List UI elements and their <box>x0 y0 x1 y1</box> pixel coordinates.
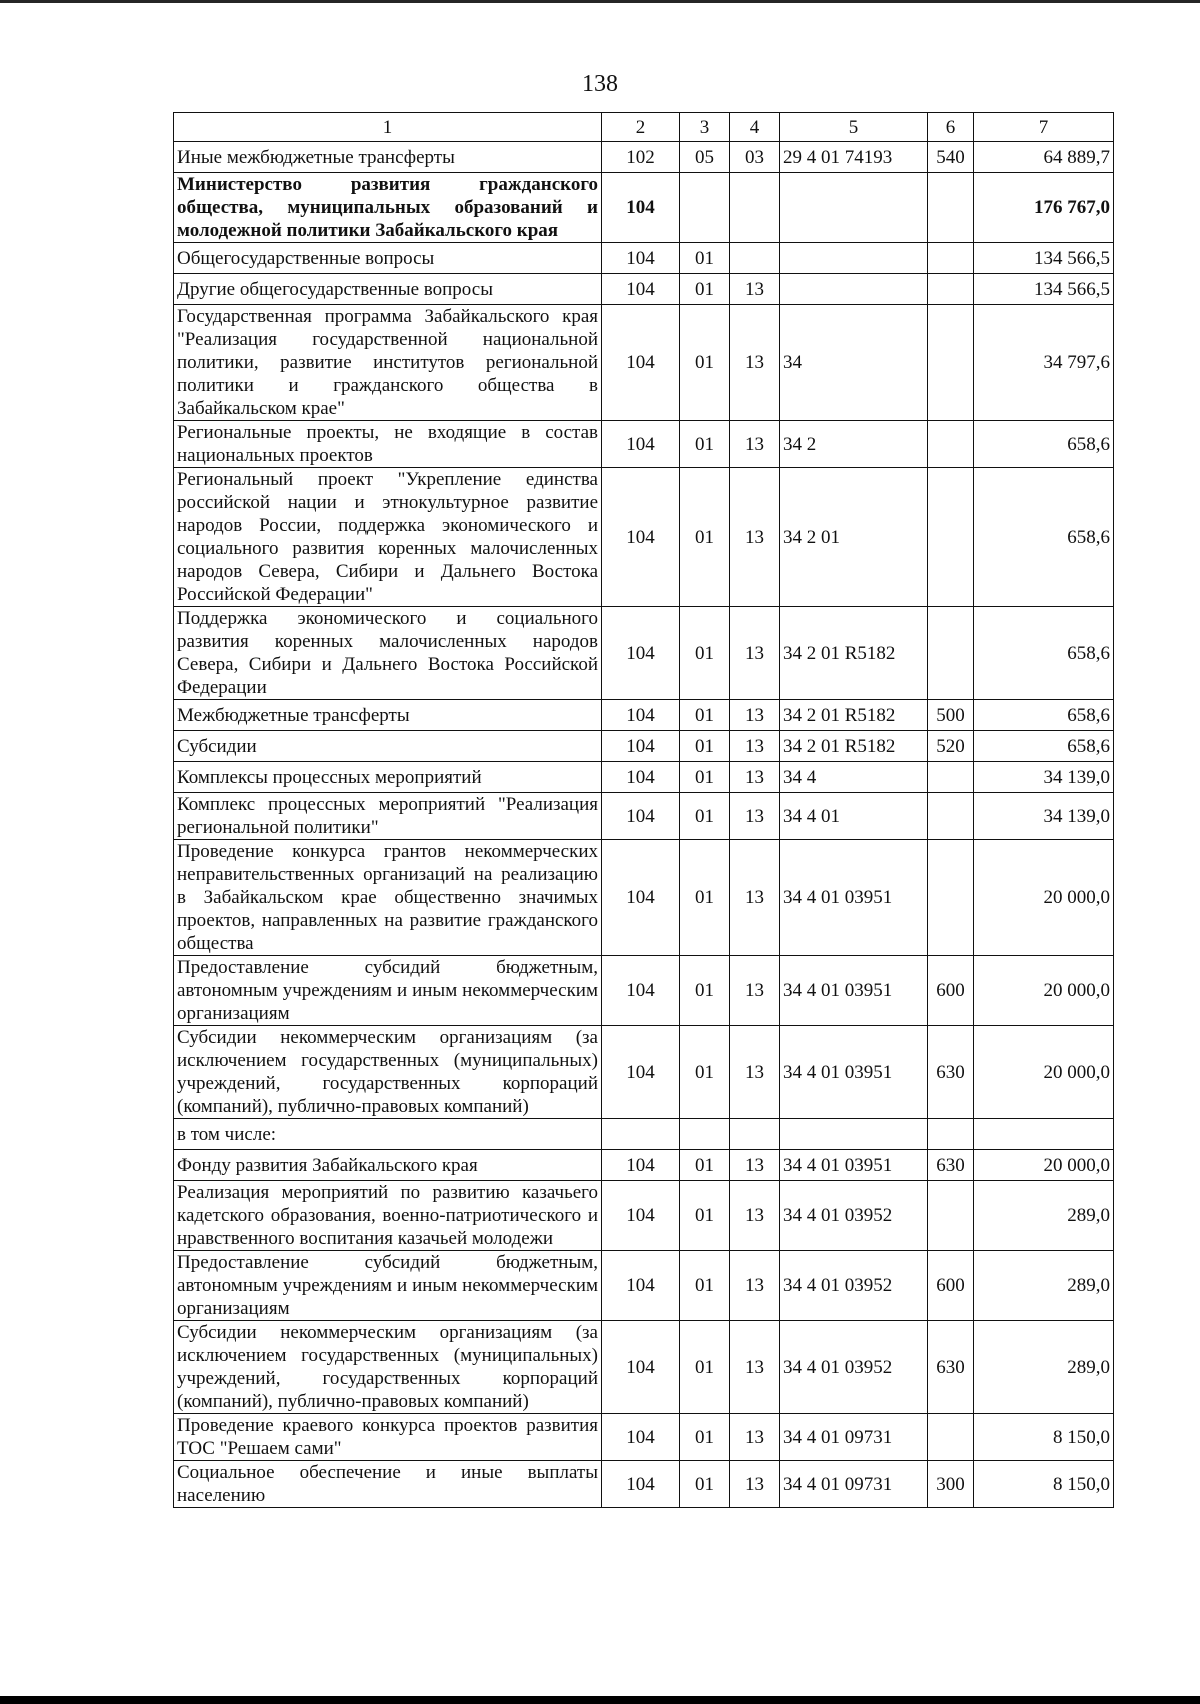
subsection-code-cell: 13 <box>730 793 780 840</box>
section-code-cell: 01 <box>680 731 730 762</box>
expense-type-cell: 630 <box>928 1150 974 1181</box>
section-code-cell: 01 <box>680 793 730 840</box>
subsection-code-cell: 13 <box>730 1251 780 1321</box>
scan-bottom-edge <box>0 1696 1200 1704</box>
amount-cell: 20 000,0 <box>974 956 1114 1026</box>
chapter-code-cell: 104 <box>602 1461 680 1508</box>
column-header: 4 <box>730 113 780 142</box>
amount-cell: 20 000,0 <box>974 840 1114 956</box>
chapter-code-cell: 104 <box>602 607 680 700</box>
row-name-cell: Фонду развития Забайкальского края <box>174 1150 602 1181</box>
target-article-cell: 34 2 01 R5182 <box>780 731 928 762</box>
target-article-cell: 34 2 <box>780 421 928 468</box>
table-row <box>174 607 1114 700</box>
amount-cell: 20 000,0 <box>974 1026 1114 1119</box>
subsection-code-cell: 13 <box>730 305 780 421</box>
expense-type-cell <box>928 1119 974 1150</box>
section-code-cell: 01 <box>680 468 730 607</box>
target-article-cell <box>780 1119 928 1150</box>
expense-type-cell <box>928 1181 974 1251</box>
chapter-code-cell <box>602 1119 680 1150</box>
expense-type-cell: 540 <box>928 142 974 173</box>
section-code-cell: 01 <box>680 243 730 274</box>
chapter-code-cell: 104 <box>602 731 680 762</box>
row-name-cell: Иные межбюджетные трансферты <box>174 142 602 173</box>
expense-type-cell <box>928 1414 974 1461</box>
subsection-code-cell: 13 <box>730 762 780 793</box>
column-header: 2 <box>602 113 680 142</box>
expense-type-cell: 500 <box>928 700 974 731</box>
row-name-cell: Предоставление субсидий бюджетным, автономным учреждениям и иным некоммерческим организациям <box>174 956 602 1026</box>
expense-type-cell <box>928 607 974 700</box>
expense-type-cell <box>928 762 974 793</box>
target-article-cell: 34 4 01 09731 <box>780 1414 928 1461</box>
chapter-code-cell: 104 <box>602 1321 680 1414</box>
row-name-cell: Реализация мероприятий по развитию казачьего кадетского образования, военно-патриотического и нравственного воспитания казачьей молодежи <box>174 1181 602 1251</box>
row-name-cell: Проведение краевого конкурса проектов развития ТОС "Решаем сами" <box>174 1414 602 1461</box>
expense-type-cell <box>928 840 974 956</box>
chapter-code-cell: 104 <box>602 305 680 421</box>
target-article-cell: 34 4 01 03952 <box>780 1181 928 1251</box>
table-row <box>174 1026 1114 1119</box>
subsection-code-cell: 13 <box>730 1461 780 1508</box>
target-article-cell <box>780 274 928 305</box>
table-row <box>174 1119 1114 1150</box>
chapter-code-cell: 104 <box>602 840 680 956</box>
target-article-cell <box>780 173 928 243</box>
amount-cell: 658,6 <box>974 700 1114 731</box>
subsection-code-cell: 13 <box>730 1414 780 1461</box>
table-row <box>174 173 1114 243</box>
target-article-cell: 34 4 01 03951 <box>780 840 928 956</box>
chapter-code-cell: 104 <box>602 1026 680 1119</box>
section-code-cell: 01 <box>680 1321 730 1414</box>
expense-type-cell: 520 <box>928 731 974 762</box>
amount-cell: 176 767,0 <box>974 173 1114 243</box>
chapter-code-cell: 104 <box>602 468 680 607</box>
subsection-code-cell <box>730 243 780 274</box>
section-code-cell: 01 <box>680 1026 730 1119</box>
chapter-code-cell: 102 <box>602 142 680 173</box>
table-row <box>174 1181 1114 1251</box>
chapter-code-cell: 104 <box>602 1150 680 1181</box>
table-row <box>174 274 1114 305</box>
row-name-cell: Предоставление субсидий бюджетным, автономным учреждениям и иным некоммерческим организациям <box>174 1251 602 1321</box>
table-header-row <box>174 113 1114 142</box>
expense-type-cell <box>928 421 974 468</box>
amount-cell: 34 797,6 <box>974 305 1114 421</box>
amount-cell: 289,0 <box>974 1181 1114 1251</box>
expense-type-cell: 600 <box>928 956 974 1026</box>
target-article-cell: 34 2 01 <box>780 468 928 607</box>
section-code-cell: 01 <box>680 1181 730 1251</box>
target-article-cell: 34 4 <box>780 762 928 793</box>
chapter-code-cell: 104 <box>602 700 680 731</box>
row-name-cell: Субсидии <box>174 731 602 762</box>
column-header: 6 <box>928 113 974 142</box>
table-row <box>174 305 1114 421</box>
subsection-code-cell: 13 <box>730 956 780 1026</box>
chapter-code-cell: 104 <box>602 1414 680 1461</box>
expense-type-cell: 600 <box>928 1251 974 1321</box>
column-header: 1 <box>174 113 602 142</box>
expense-type-cell <box>928 468 974 607</box>
row-name-cell: Субсидии некоммерческим организациям (за исключением государственных (муниципальных) учреждений, государственных корпораций (компаний), публично-правовых компаний) <box>174 1026 602 1119</box>
amount-cell: 134 566,5 <box>974 243 1114 274</box>
expense-type-cell <box>928 274 974 305</box>
section-code-cell: 05 <box>680 142 730 173</box>
subsection-code-cell: 13 <box>730 468 780 607</box>
target-article-cell <box>780 243 928 274</box>
row-name-cell: Комплексы процессных мероприятий <box>174 762 602 793</box>
row-name-cell: в том числе: <box>174 1119 602 1150</box>
target-article-cell: 34 2 01 R5182 <box>780 700 928 731</box>
amount-cell: 34 139,0 <box>974 793 1114 840</box>
table-row <box>174 762 1114 793</box>
section-code-cell: 01 <box>680 700 730 731</box>
target-article-cell: 29 4 01 74193 <box>780 142 928 173</box>
subsection-code-cell: 13 <box>730 274 780 305</box>
row-name-cell: Проведение конкурса грантов некоммерческих неправительственных организаций на реализацию в Забайкальском крае общественно значимых проектов, направленных на развитие гражданского общества <box>174 840 602 956</box>
amount-cell: 134 566,5 <box>974 274 1114 305</box>
column-header: 7 <box>974 113 1114 142</box>
expense-type-cell <box>928 243 974 274</box>
amount-cell: 20 000,0 <box>974 1150 1114 1181</box>
section-code-cell: 01 <box>680 1251 730 1321</box>
section-code-cell: 01 <box>680 421 730 468</box>
section-code-cell: 01 <box>680 274 730 305</box>
section-code-cell <box>680 173 730 243</box>
table-row <box>174 468 1114 607</box>
table-row <box>174 1321 1114 1414</box>
subsection-code-cell: 13 <box>730 421 780 468</box>
table-row <box>174 1414 1114 1461</box>
target-article-cell: 34 4 01 <box>780 793 928 840</box>
section-code-cell: 01 <box>680 840 730 956</box>
chapter-code-cell: 104 <box>602 421 680 468</box>
target-article-cell: 34 4 01 03951 <box>780 956 928 1026</box>
target-article-cell: 34 4 01 03951 <box>780 1026 928 1119</box>
expense-type-cell <box>928 305 974 421</box>
table-row <box>174 421 1114 468</box>
table-row <box>174 243 1114 274</box>
table-row <box>174 142 1114 173</box>
expense-type-cell <box>928 173 974 243</box>
target-article-cell: 34 <box>780 305 928 421</box>
expense-type-cell: 300 <box>928 1461 974 1508</box>
table-row <box>174 731 1114 762</box>
table-row <box>174 840 1114 956</box>
target-article-cell: 34 2 01 R5182 <box>780 607 928 700</box>
table-row <box>174 793 1114 840</box>
amount-cell <box>974 1119 1114 1150</box>
amount-cell: 658,6 <box>974 468 1114 607</box>
row-name-cell: Поддержка экономического и социального развития коренных малочисленных народов Севера, Сибири и Дальнего Востока Российской Федерации <box>174 607 602 700</box>
amount-cell: 658,6 <box>974 731 1114 762</box>
row-name-cell: Комплекс процессных мероприятий "Реализация региональной политики" <box>174 793 602 840</box>
expense-type-cell: 630 <box>928 1026 974 1119</box>
subsection-code-cell: 13 <box>730 1181 780 1251</box>
chapter-code-cell: 104 <box>602 762 680 793</box>
scan-top-edge <box>0 0 1200 3</box>
row-name-cell: Другие общегосударственные вопросы <box>174 274 602 305</box>
chapter-code-cell: 104 <box>602 173 680 243</box>
table-body <box>174 142 1114 1508</box>
table-row <box>174 1461 1114 1508</box>
column-header: 3 <box>680 113 730 142</box>
subsection-code-cell: 03 <box>730 142 780 173</box>
table-row <box>174 1150 1114 1181</box>
expense-type-cell: 630 <box>928 1321 974 1414</box>
table-row <box>174 956 1114 1026</box>
row-name-cell: Региональные проекты, не входящие в состав национальных проектов <box>174 421 602 468</box>
expense-type-cell <box>928 793 974 840</box>
column-header: 5 <box>780 113 928 142</box>
target-article-cell: 34 4 01 03951 <box>780 1150 928 1181</box>
row-name-cell: Региональный проект "Укрепление единства российской нации и этнокультурное развитие народов России, поддержка экономического и социального развития коренных малочисленных народов Севера, Сибири и Дальнего Востока Российской Федерации" <box>174 468 602 607</box>
row-name-cell: Министерство развития гражданского общества, муниципальных образований и молодежной политики Забайкальского края <box>174 173 602 243</box>
subsection-code-cell: 13 <box>730 1026 780 1119</box>
row-name-cell: Субсидии некоммерческим организациям (за исключением государственных (муниципальных) учреждений, государственных корпораций (компаний), публично-правовых компаний) <box>174 1321 602 1414</box>
amount-cell: 8 150,0 <box>974 1461 1114 1508</box>
subsection-code-cell: 13 <box>730 1150 780 1181</box>
amount-cell: 658,6 <box>974 421 1114 468</box>
amount-cell: 64 889,7 <box>974 142 1114 173</box>
target-article-cell: 34 4 01 03952 <box>780 1321 928 1414</box>
amount-cell: 8 150,0 <box>974 1414 1114 1461</box>
section-code-cell: 01 <box>680 956 730 1026</box>
table-row <box>174 1251 1114 1321</box>
subsection-code-cell <box>730 173 780 243</box>
page-number: 138 <box>582 71 618 97</box>
subsection-code-cell: 13 <box>730 1321 780 1414</box>
amount-cell: 34 139,0 <box>974 762 1114 793</box>
subsection-code-cell: 13 <box>730 840 780 956</box>
amount-cell: 658,6 <box>974 607 1114 700</box>
chapter-code-cell: 104 <box>602 1181 680 1251</box>
chapter-code-cell: 104 <box>602 956 680 1026</box>
section-code-cell: 01 <box>680 305 730 421</box>
section-code-cell: 01 <box>680 607 730 700</box>
chapter-code-cell: 104 <box>602 243 680 274</box>
amount-cell: 289,0 <box>974 1251 1114 1321</box>
section-code-cell: 01 <box>680 1150 730 1181</box>
row-name-cell: Социальное обеспечение и иные выплаты населению <box>174 1461 602 1508</box>
section-code-cell <box>680 1119 730 1150</box>
section-code-cell: 01 <box>680 762 730 793</box>
row-name-cell: Межбюджетные трансферты <box>174 700 602 731</box>
section-code-cell: 01 <box>680 1414 730 1461</box>
chapter-code-cell: 104 <box>602 793 680 840</box>
section-code-cell: 01 <box>680 1461 730 1508</box>
amount-cell: 289,0 <box>974 1321 1114 1414</box>
target-article-cell: 34 4 01 03952 <box>780 1251 928 1321</box>
row-name-cell: Государственная программа Забайкальского края "Реализация государственной национальной политики, развитие институтов региональной политики и гражданского общества в Забайкальском крае" <box>174 305 602 421</box>
row-name-cell: Общегосударственные вопросы <box>174 243 602 274</box>
table-row <box>174 700 1114 731</box>
subsection-code-cell: 13 <box>730 731 780 762</box>
subsection-code-cell <box>730 1119 780 1150</box>
target-article-cell: 34 4 01 09731 <box>780 1461 928 1508</box>
subsection-code-cell: 13 <box>730 700 780 731</box>
budget-table <box>173 112 1114 1508</box>
chapter-code-cell: 104 <box>602 274 680 305</box>
chapter-code-cell: 104 <box>602 1251 680 1321</box>
subsection-code-cell: 13 <box>730 607 780 700</box>
